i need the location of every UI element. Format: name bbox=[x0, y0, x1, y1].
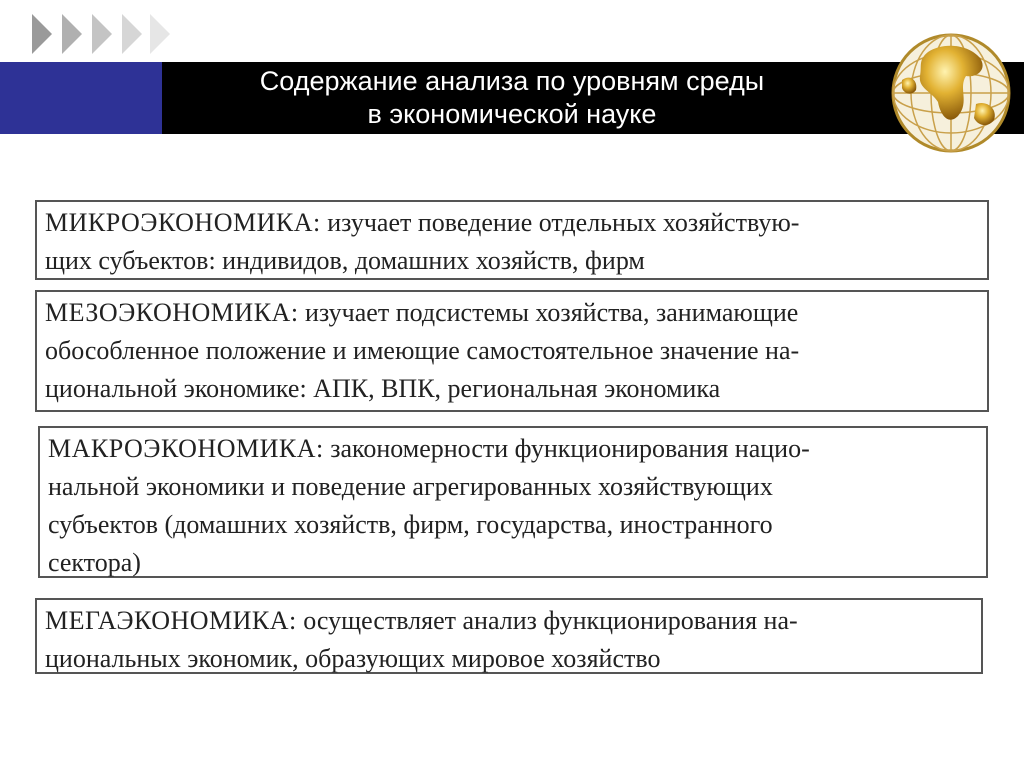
block-megaeconomics bbox=[35, 598, 983, 674]
block-text: нальной экономики и поведение агрегированных хозяйствующих bbox=[48, 472, 773, 501]
title-line-2: в экономической науке bbox=[367, 99, 657, 129]
block-text: изучает поведение отдельных хозяйствую- bbox=[327, 208, 800, 237]
page-title bbox=[162, 62, 862, 134]
header-accent-bar bbox=[0, 62, 162, 134]
block-term: МЕГАЭКОНОМИКА: bbox=[45, 606, 297, 635]
block-text: осуществляет анализ функционирования на- bbox=[303, 606, 798, 635]
chevron-arrows-icon bbox=[32, 12, 172, 56]
block-mesoeconomics bbox=[35, 290, 989, 412]
block-text: сектора) bbox=[48, 548, 141, 577]
block-term: МИКРОЭКОНОМИКА: bbox=[45, 208, 321, 237]
block-text: закономерности функционирования нацио- bbox=[330, 434, 810, 463]
block-text: субъектов (домашних хозяйств, фирм, государства, иностранного bbox=[48, 510, 773, 539]
block-text: щих субъектов: индивидов, домашних хозяйств, фирм bbox=[45, 246, 645, 275]
block-text: изучает подсистемы хозяйства, занимающие bbox=[305, 298, 799, 327]
block-term: МАКРОЭКОНОМИКА: bbox=[48, 434, 324, 463]
block-microeconomics bbox=[35, 200, 989, 280]
block-text: циональных экономик, образующих мировое хозяйство bbox=[45, 644, 661, 673]
block-text: циональной экономике: АПК, ВПК, региональная экономика bbox=[45, 374, 721, 403]
block-term: МЕЗОЭКОНОМИКА: bbox=[45, 298, 299, 327]
block-macroeconomics bbox=[38, 426, 988, 578]
block-text: обособленное положение и имеющие самостоятельное значение на- bbox=[45, 336, 800, 365]
title-line-1: Содержание анализа по уровням среды bbox=[259, 66, 765, 96]
globe-icon bbox=[888, 30, 1014, 156]
